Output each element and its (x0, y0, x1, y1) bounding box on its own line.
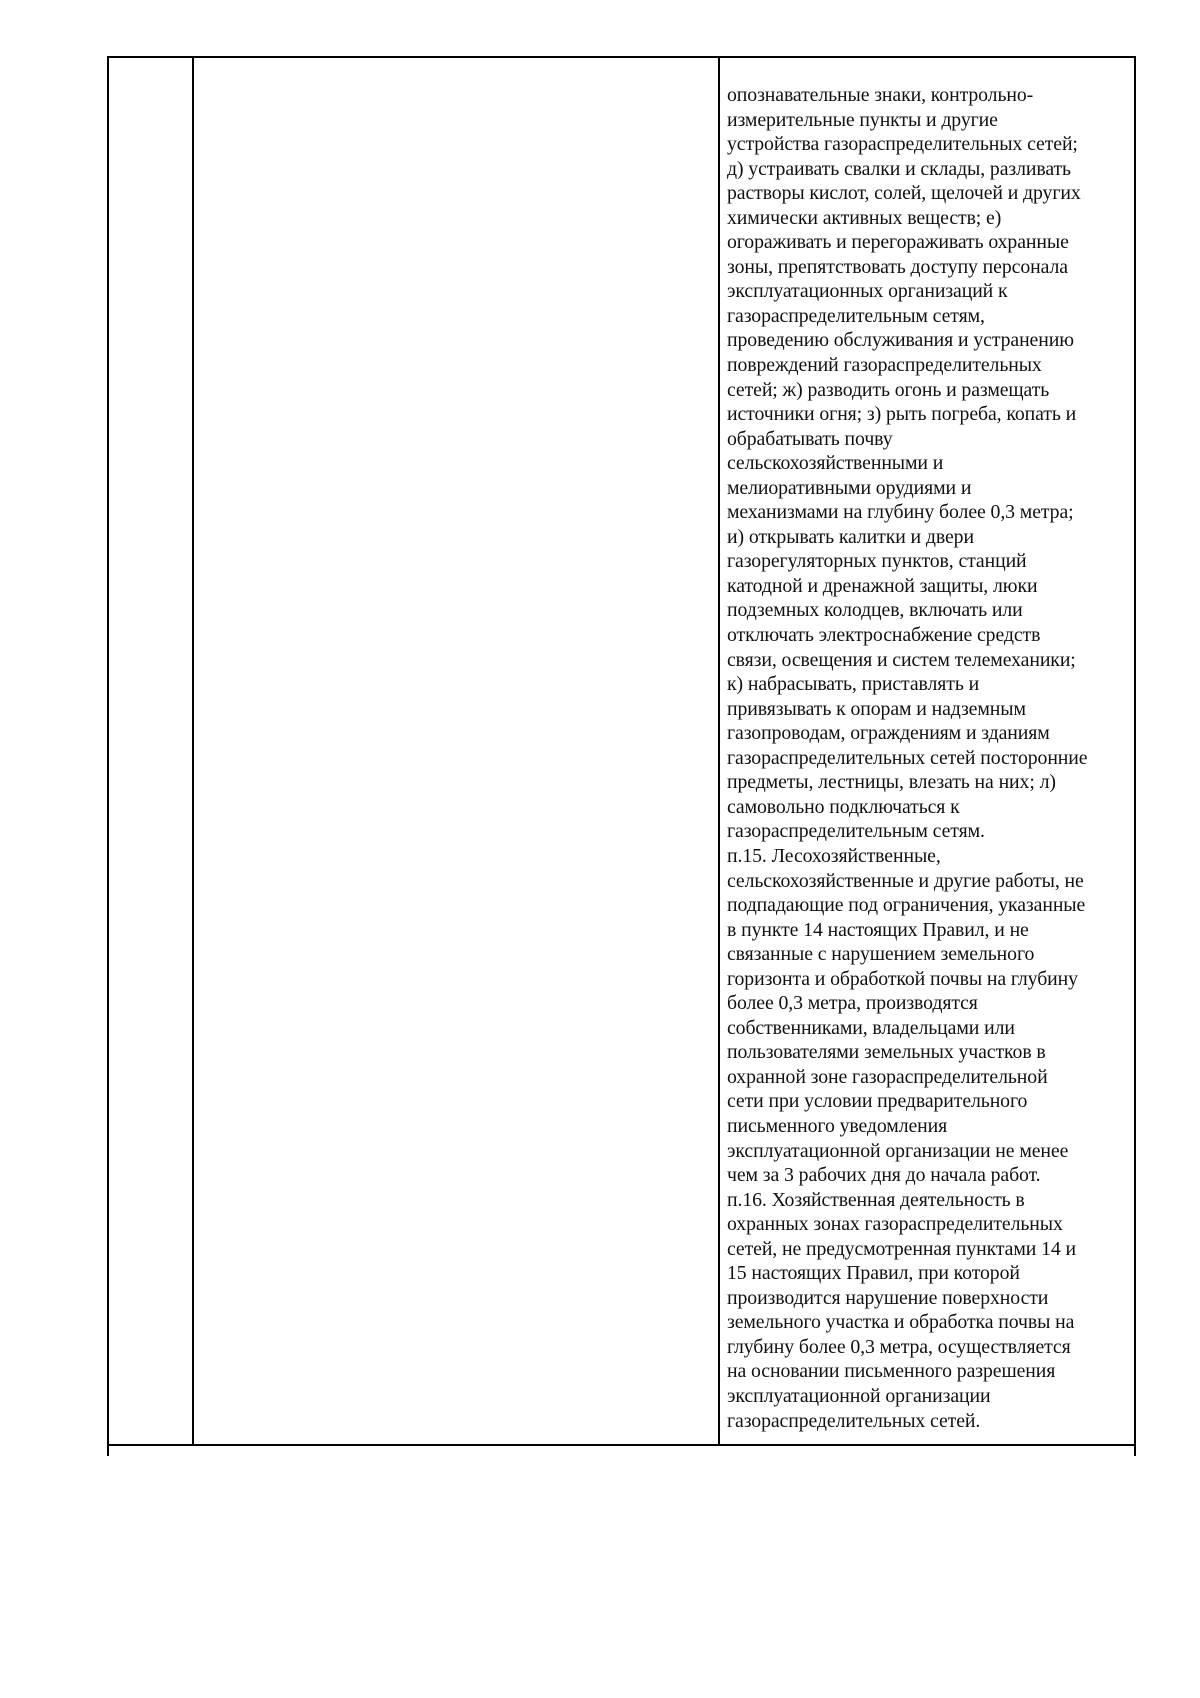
text-line: п.15. Лесохозяйственные, (727, 844, 941, 867)
text-line: газорегуляторных пунктов, станций (727, 550, 1027, 573)
next-row-left-border (107, 1446, 109, 1456)
text-line: сельскохозяйственные и другие работы, не (727, 869, 1084, 892)
text-line: катодной и дренажной защиты, люки (727, 574, 1038, 597)
text-line: газопроводам, ограждениям и зданиям (727, 722, 1050, 745)
text-line: предметы, лестницы, влезать на них; л) (727, 771, 1056, 794)
text-line: привязывать к опорам и надземным (727, 697, 1026, 720)
text-line: обрабатывать почву (727, 427, 893, 450)
text-line: д) устраивать свалки и склады, разливать (727, 157, 1071, 180)
text-line: письменного уведомления (727, 1114, 948, 1137)
text-line: 15 настоящих Правил, при которой (727, 1262, 1020, 1285)
table-cell-restrictions-text (727, 83, 1132, 1433)
text-line: собственниками, владельцами или (727, 1016, 1015, 1039)
text-line: газораспределительным сетям. (727, 820, 985, 843)
text-line: мелиоративными орудиями и (727, 476, 972, 499)
text-line: горизонта и обработкой почвы на глубину (727, 967, 1078, 990)
text-line: повреждений газораспределительных (727, 354, 1042, 377)
text-line: сетей, не предусмотренная пунктами 14 и (727, 1237, 1076, 1260)
text-line: устройства газораспределительных сетей; (727, 133, 1078, 156)
text-line: эксплуатационной организации (727, 1384, 991, 1407)
text-line: п.16. Хозяйственная деятельность в (727, 1188, 1025, 1211)
text-line: подземных колодцев, включать или (727, 599, 1023, 622)
text-line: эксплуатационных организаций к (727, 280, 1008, 303)
text-line: глубину более 0,3 метра, осуществляется (727, 1335, 1071, 1358)
text-line: самовольно подключаться к (727, 795, 960, 818)
text-line: пользователями земельных участков в (727, 1041, 1046, 1064)
text-line: химически активных веществ; е) (727, 206, 1002, 229)
text-line: измерительные пункты и другие (727, 108, 998, 131)
text-line: отключать электроснабжение средств (727, 624, 1041, 647)
text-line: более 0,3 метра, производятся (727, 992, 978, 1015)
column-divider-1 (192, 58, 194, 1444)
text-line: зоны, препятствовать доступу персонала (727, 255, 1068, 278)
text-line: сети при условии предварительного (727, 1090, 1028, 1113)
document-table (107, 56, 1136, 1446)
text-line: охранных зонах газораспределительных (727, 1213, 1063, 1236)
text-line: газораспределительных сетей. (727, 1409, 981, 1432)
text-line: газораспределительных сетей посторонние (727, 746, 1088, 769)
text-line: подпадающие под ограничения, указанные (727, 894, 1086, 917)
next-row-right-border (1134, 1446, 1136, 1456)
text-line: и) открывать калитки и двери (727, 525, 974, 548)
text-line: сельскохозяйственными и (727, 452, 944, 475)
text-line: чем за 3 рабочих дня до начала работ. (727, 1164, 1041, 1187)
text-line: связи, освещения и систем телемеханики; (727, 648, 1076, 671)
column-divider-2 (718, 58, 720, 1444)
text-line: земельного участка и обработка почвы на (727, 1311, 1075, 1334)
text-line: сетей; ж) разводить огонь и размещать (727, 378, 1050, 401)
text-line: в пункте 14 настоящих Правил, и не (727, 918, 1029, 941)
text-line: связанные с нарушением земельного (727, 943, 1035, 966)
text-line: к) набрасывать, приставлять и (727, 673, 980, 696)
text-line: охранной зоне газораспределительной (727, 1065, 1048, 1088)
text-line: производится нарушение поверхности (727, 1286, 1049, 1309)
text-line: газораспределительным сетям, (727, 304, 985, 327)
text-line: проведению обслуживания и устранению (727, 329, 1074, 352)
text-line: механизмами на глубину более 0,3 метра; (727, 501, 1074, 524)
text-line: растворы кислот, солей, щелочей и других (727, 182, 1081, 205)
text-line: источники огня; з) рыть погреба, копать и (727, 403, 1077, 426)
text-line: на основании письменного разрешения (727, 1360, 1056, 1383)
text-line: огораживать и перегораживать охранные (727, 231, 1069, 254)
text-line: опознавательные знаки, контрольно- (727, 84, 1034, 106)
text-line: эксплуатационной организации не менее (727, 1139, 1069, 1162)
